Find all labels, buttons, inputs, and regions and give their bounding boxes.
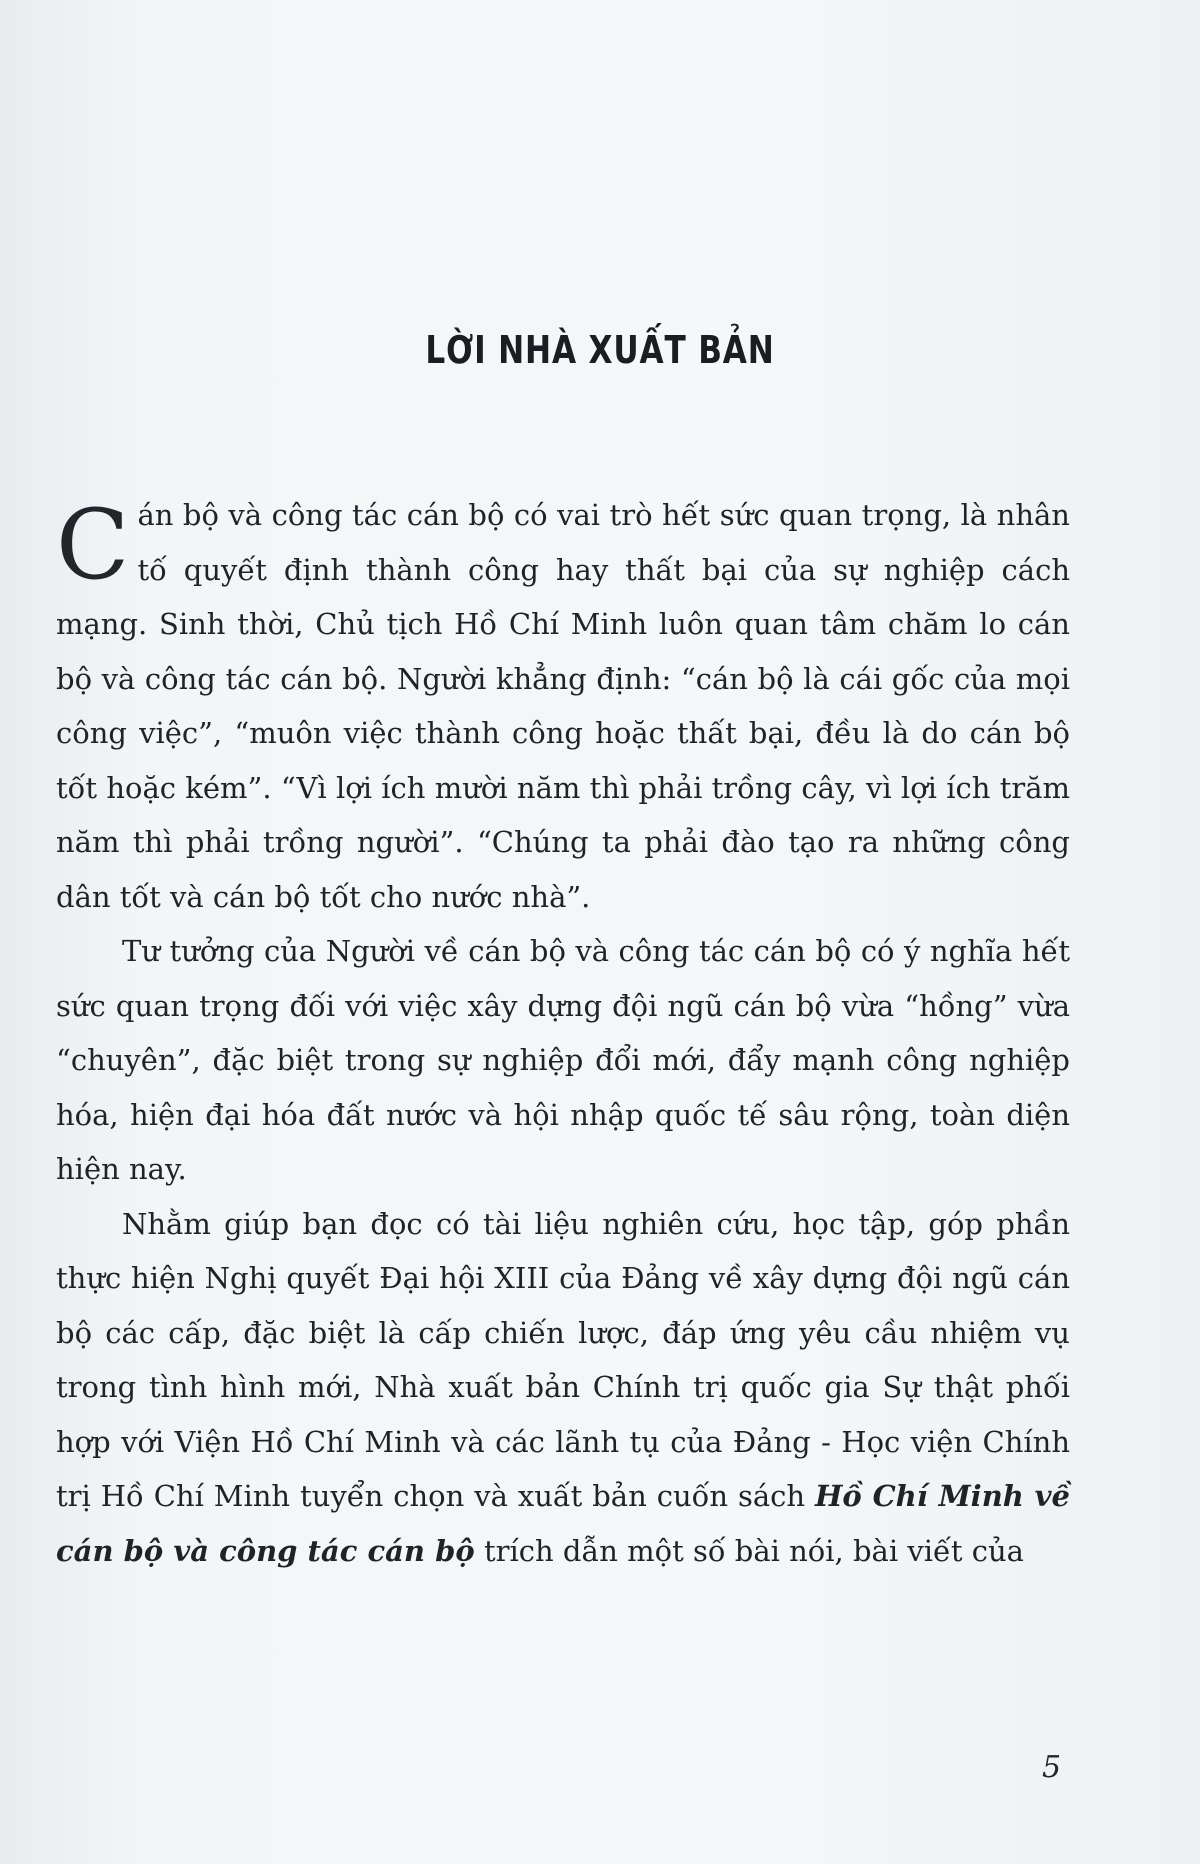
paragraph-1 xyxy=(56,488,1070,924)
paragraph-3-text-after: trích dẫn một số bài nói, bài viết của xyxy=(474,1533,1024,1568)
paragraph-1-text: án bộ và công tác cán bộ có vai trò hết sức quan trọng, là nhân tố quyết định thành công hay thất bại của sự nghiệp cách mạng. Sinh thời, Chủ tịch Hồ Chí Minh luôn quan tâm chăm lo cán bộ và công tác cán bộ. Người khẳng định: “cán bộ là cái gốc của mọi công việc”, “muôn việc thành công hoặc thất bại, đều là do cán bộ tốt hoặc kém”. “Vì lợi ích mười năm thì phải trồng cây, vì lợi ích trăm năm thì phải trồng người”. “Chúng ta phải đào tạo ra những công dân tốt và cán bộ tốt cho nước nhà”. xyxy=(56,498,1070,914)
paragraph-3-text-before: Nhằm giúp bạn đọc có tài liệu nghiên cứu, học tập, góp phần thực hiện Nghị quyết Đại hội XIII của Đảng về xây dựng đội ngũ cán bộ các cấp, đặc biệt là cấp chiến lược, đáp ứng yêu cầu nhiệm vụ trong tình hình mới, Nhà xuất bản Chính trị quốc gia Sự thật phối hợp với Viện Hồ Chí Minh và các lãnh tụ của Đảng - Học viện Chính trị Hồ Chí Minh tuyển chọn và xuất bản cuốn sách xyxy=(56,1206,1070,1513)
drop-cap: C xyxy=(56,489,130,601)
page-number: 5 xyxy=(1042,1750,1062,1785)
body-text xyxy=(56,488,1070,1578)
paragraph-3 xyxy=(56,1197,1070,1579)
paragraph-2: Tư tưởng của Người về cán bộ và công tác cán bộ có ý nghĩa hết sức quan trọng đối với việc xây dựng đội ngũ cán bộ vừa “hồng” vừa “chuyên”, đặc biệt trong sự nghiệp đổi mới, đẩy mạnh công nghiệp hóa, hiện đại hóa đất nước và hội nhập quốc tế sâu rộng, toàn diện hiện nay. xyxy=(56,934,1070,1186)
page-title: LỜI NHÀ XUẤT BẢN xyxy=(425,328,775,372)
book-title: Hồ Chí Minh về cán bộ và công tác cán bộ xyxy=(56,1479,1070,1568)
